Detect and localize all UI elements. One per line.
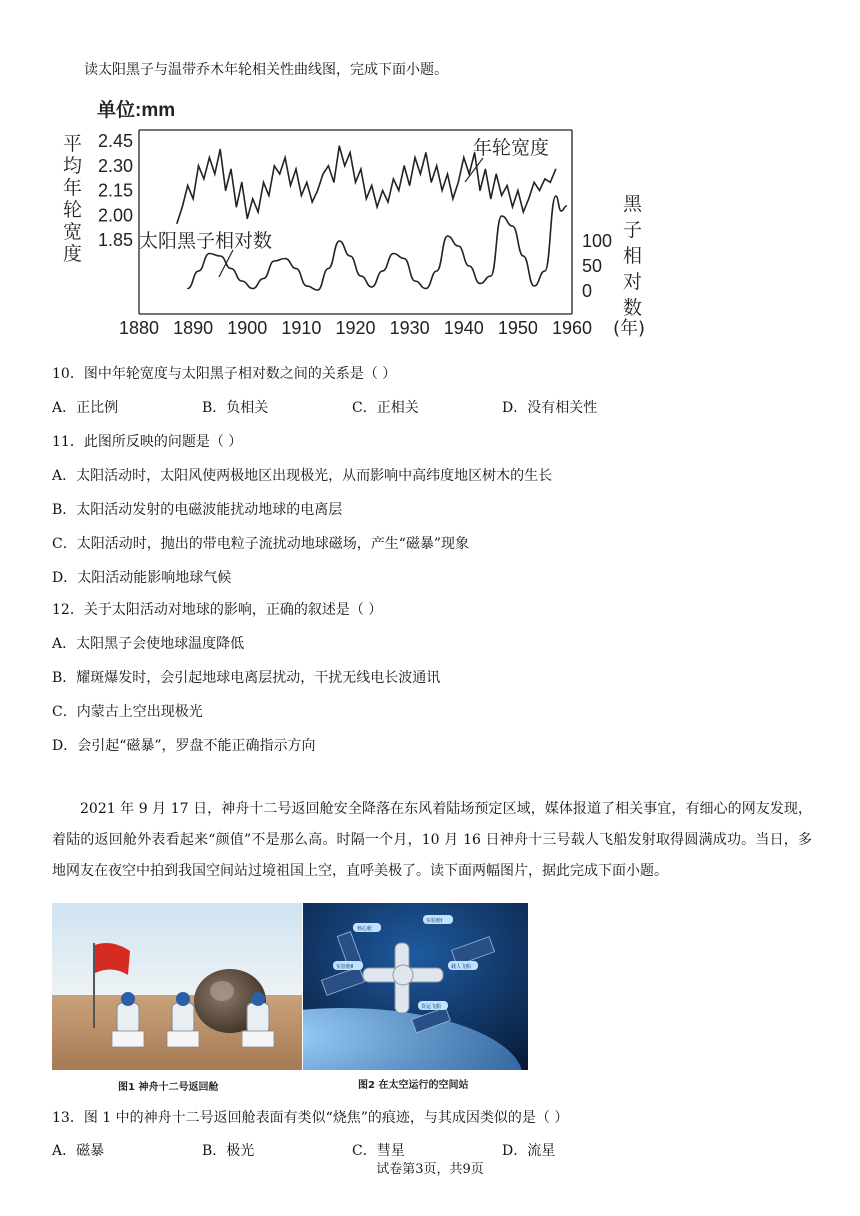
figure-2-photo — [303, 903, 528, 1070]
station-tag-5: 货运飞船 — [421, 1004, 442, 1010]
ring-width-point — [349, 152, 350, 153]
ring-width-point — [355, 182, 356, 183]
left-axis-label-char: 年 — [63, 177, 83, 199]
ring-width-point — [285, 157, 286, 158]
ring-width-point — [512, 206, 513, 207]
sunspot-point — [371, 286, 372, 287]
ring-width-point — [328, 165, 329, 166]
right-tick-label: 100 — [582, 231, 613, 251]
sunspot-point — [360, 275, 361, 276]
ring-width-point — [425, 152, 426, 153]
q10-option-c[interactable]: C．正相关 — [352, 400, 419, 416]
q11-option-d[interactable]: D．太阳活动能影响地球气候 — [52, 570, 232, 586]
q11-option-a[interactable]: A．太阳活动时，太阳风使两极地区出现极光，从而影响中高纬度地区树木的生长 — [52, 468, 553, 484]
ring-width-point — [398, 190, 399, 191]
sunspot-point — [566, 205, 567, 206]
ring-width-point — [496, 173, 497, 174]
left-axis-label — [63, 133, 82, 265]
sunspot-point — [187, 288, 188, 289]
ring-width-point — [382, 190, 383, 191]
q13-option-b[interactable]: B．极光 — [202, 1143, 255, 1159]
page-footer: 试卷第3页，共9页 — [376, 1162, 484, 1177]
q10-option-b[interactable]: B．负相关 — [202, 400, 269, 416]
sunspot-point — [425, 288, 426, 289]
ring-width-point — [247, 218, 248, 219]
ring-width-point — [268, 195, 269, 196]
sunspot-point — [479, 283, 480, 284]
x-tick-label: 1920 — [335, 318, 376, 338]
ring-width-annotation: 年轮宽度 — [473, 137, 550, 159]
q12-option-b[interactable]: B．耀斑爆发时，会引起地球电离层扰动，干扰无线电长波通讯 — [52, 670, 441, 686]
station-tag-4: 载人飞船 — [451, 964, 472, 970]
sunspot-point — [328, 268, 329, 269]
x-tick-label: 1930 — [389, 318, 430, 338]
sunspot-point — [382, 270, 383, 271]
sunspot-point — [512, 225, 513, 226]
ring-width-point — [544, 178, 545, 179]
x-tick-label: 1910 — [281, 318, 322, 338]
figure-2-caption: 图2 在太空运行的空间站 — [358, 1080, 469, 1091]
q13-option-c[interactable]: C．彗星 — [352, 1143, 405, 1159]
ring-width-point — [366, 198, 367, 199]
ring-width-point — [274, 165, 275, 166]
ring-width-point — [414, 157, 415, 158]
x-tick-label: 1890 — [173, 318, 214, 338]
ring-width-point — [555, 168, 556, 169]
ring-width-point — [176, 223, 177, 224]
left-tick-label: 2.30 — [97, 155, 133, 176]
sunspot-point — [306, 285, 307, 286]
ring-width-point — [447, 173, 448, 174]
sunspot-leader-line — [219, 250, 233, 277]
ring-width-point — [463, 157, 464, 158]
ring-width-point — [322, 173, 323, 174]
ring-width-point — [377, 206, 378, 207]
ring-width-point — [214, 173, 215, 174]
ring-width-point — [225, 190, 226, 191]
sunspot-point — [534, 285, 535, 286]
ring-width-point — [458, 182, 459, 183]
ring-width-point — [236, 206, 237, 207]
ring-width-point — [339, 145, 340, 146]
sunspot-point — [561, 210, 562, 211]
right-axis-label-char: 相 — [623, 245, 643, 267]
ring-width-point — [301, 195, 302, 196]
q10-option-d[interactable]: D．没有相关性 — [502, 400, 598, 416]
station-tag-3: 实验舱Ⅱ — [336, 964, 354, 970]
q12-option-d[interactable]: D．会引起“磁暴”，罗盘不能正确指示方向 — [52, 738, 316, 754]
ring-width-point — [517, 190, 518, 191]
left-tick-label: 2.15 — [97, 180, 133, 201]
sunspot-point — [555, 195, 556, 196]
ring-width-point — [257, 211, 258, 212]
ring-width-point — [193, 198, 194, 199]
ring-width-point — [442, 190, 443, 191]
ring-width-point — [528, 198, 529, 199]
ring-width-point — [317, 190, 318, 191]
ring-width-point — [469, 173, 470, 174]
question-13-stem: 13．图 1 中的神舟十二号返回舱表面有类似“烧焦”的痕迹，与其成因类似的是（ ） — [52, 1110, 569, 1126]
ring-width-point — [203, 178, 204, 179]
right-axis-label-char: 黑 — [623, 193, 643, 215]
right-axis-label-char: 对 — [623, 271, 643, 293]
sunspot-point — [252, 288, 253, 289]
ring-width-point — [333, 182, 334, 183]
q11-option-c[interactable]: C．太阳活动时，抛出的带电粒子流扰动地球磁场，产生“磁暴”现象 — [52, 536, 470, 552]
ring-width-point — [490, 198, 491, 199]
ring-width-point — [404, 165, 405, 166]
ring-width-point — [344, 165, 345, 166]
sunspot-point — [274, 260, 275, 261]
x-tick-label: 1950 — [497, 318, 538, 338]
question-12-stem: 12．关于太阳活动对地球的影响，正确的叙述是（ ） — [52, 602, 383, 618]
ring-width-point — [241, 182, 242, 183]
ring-width-point — [306, 182, 307, 183]
ring-width-point — [198, 165, 199, 166]
station-tag-1: 核心舱 — [357, 926, 373, 932]
question-11-stem: 11．此图所反映的问题是（ ） — [52, 434, 243, 450]
sunspot-point — [458, 245, 459, 246]
ring-width-point — [263, 182, 264, 183]
left-axis-label-char: 宽 — [63, 221, 83, 243]
sunspot-point — [263, 278, 264, 279]
ring-width-point — [312, 201, 313, 202]
question-10-stem: 10．图中年轮宽度与太阳黑子相对数之间的关系是（ ） — [52, 366, 397, 382]
station-tag-2: 实验舱Ⅰ — [426, 918, 443, 924]
right-axis-label — [623, 193, 643, 319]
ring-width-point — [431, 182, 432, 183]
ring-width-point — [279, 173, 280, 174]
sunspot-point — [501, 215, 502, 216]
sunspot-point — [349, 255, 350, 256]
ring-width-point — [409, 185, 410, 186]
sunspot-point — [295, 268, 296, 269]
q10-option-a[interactable]: A．正比例 — [52, 400, 119, 416]
reading-passage: 2021 年 9 月 17 日，神舟十二号返回舱安全降落在东风着陆场预定区域，媒体报道了相关事宜，有细心的网友发现，着陆的返回舱外表看起来“颜值”不是那么高。时隔一个月，10 月 16 日神舟十三号载人飞船发射取得圆满成功。当日，多地网友在夜空中拍到我国空间站过境祖国上空，直呼美极了。读下面两幅图片，据此完成下面小题。 — [52, 801, 812, 879]
sunspot-point — [339, 240, 340, 241]
ring-width-point — [360, 168, 361, 169]
ring-width-point — [295, 168, 296, 169]
right-tick-label: 50 — [582, 256, 603, 276]
sunspot-point — [393, 253, 394, 254]
sunspot-point — [220, 255, 221, 256]
x-tick-label: 1880 — [118, 318, 160, 338]
ring-width-point — [387, 201, 388, 202]
ring-width-point — [252, 198, 253, 199]
ring-width-point — [420, 173, 421, 174]
right-tick-label: 0 — [582, 281, 593, 301]
ring-width-point — [534, 182, 535, 183]
sunspot-point — [523, 255, 524, 256]
x-tick-label: 1940 — [443, 318, 484, 338]
left-axis-label-char: 度 — [63, 243, 83, 265]
sunspot-point — [209, 253, 210, 254]
ring-width-point — [220, 149, 221, 150]
left-axis-label-char: 轮 — [63, 199, 83, 221]
sunspot-point — [230, 268, 231, 269]
ring-width-point — [393, 178, 394, 179]
figure-1-photo — [52, 903, 302, 1070]
ring-width-point — [539, 190, 540, 191]
ring-width-point — [506, 185, 507, 186]
sunspot-point — [198, 270, 199, 271]
q11-option-b[interactable]: B．太阳活动发射的电磁波能扰动地球的电离层 — [52, 502, 343, 518]
right-axis-label-char: 数 — [623, 297, 643, 319]
ring-width-point — [485, 168, 486, 169]
q12-option-a[interactable]: A．太阳黑子会使地球温度降低 — [52, 636, 245, 652]
sunspot-point — [241, 280, 242, 281]
q12-option-c[interactable]: C．内蒙古上空出现极光 — [52, 704, 203, 720]
intro-text: 读太阳黑子与温带乔木年轮相关性曲线图，完成下面小题。 — [84, 62, 448, 78]
figure-1-caption: 图1 神舟十二号返回舱 — [118, 1082, 219, 1093]
series-marks — [176, 145, 567, 290]
ring-width-point — [501, 195, 502, 196]
x-tick-label: 1960 — [551, 318, 593, 338]
x-tick-label: 1900 — [227, 318, 268, 338]
sunspot-point — [544, 270, 545, 271]
q13-option-a[interactable]: A．磁暴 — [52, 1143, 105, 1159]
sunspot-point — [404, 258, 405, 259]
ring-width-point — [436, 165, 437, 166]
q13-option-d[interactable]: D．流星 — [502, 1143, 556, 1159]
left-tick-label: 2.45 — [97, 131, 133, 151]
ring-width-point — [452, 198, 453, 199]
sunspot-point — [414, 280, 415, 281]
ring-width-point — [550, 182, 551, 183]
ring-width-point — [290, 185, 291, 186]
left-axis-label-char: 均 — [63, 155, 83, 177]
sunspot-point — [490, 275, 491, 276]
sunspot-point — [317, 289, 318, 290]
unit-label: 单位:mm — [97, 100, 176, 121]
ring-width-point — [209, 157, 210, 158]
left-tick-label: 2.00 — [97, 205, 133, 226]
sunspot-point — [447, 235, 448, 236]
left-axis-label-char: 平 — [63, 133, 83, 155]
sunspot-point — [469, 265, 470, 266]
sunspot-point — [285, 258, 286, 259]
left-tick-label: 1.85 — [97, 230, 133, 250]
sunspot-tree-ring-chart — [55, 92, 655, 342]
ring-width-point — [523, 211, 524, 212]
ring-width-point — [230, 168, 231, 169]
ring-width-point — [479, 190, 480, 191]
ring-width-point — [182, 206, 183, 207]
ring-width-point — [187, 185, 188, 186]
sunspot-point — [436, 270, 437, 271]
sunspot-annotation: 太阳黑子相对数 — [139, 230, 273, 252]
x-axis-unit-label: (年) — [612, 318, 645, 339]
ring-width-point — [371, 185, 372, 186]
right-axis-label-char: 子 — [623, 219, 643, 241]
